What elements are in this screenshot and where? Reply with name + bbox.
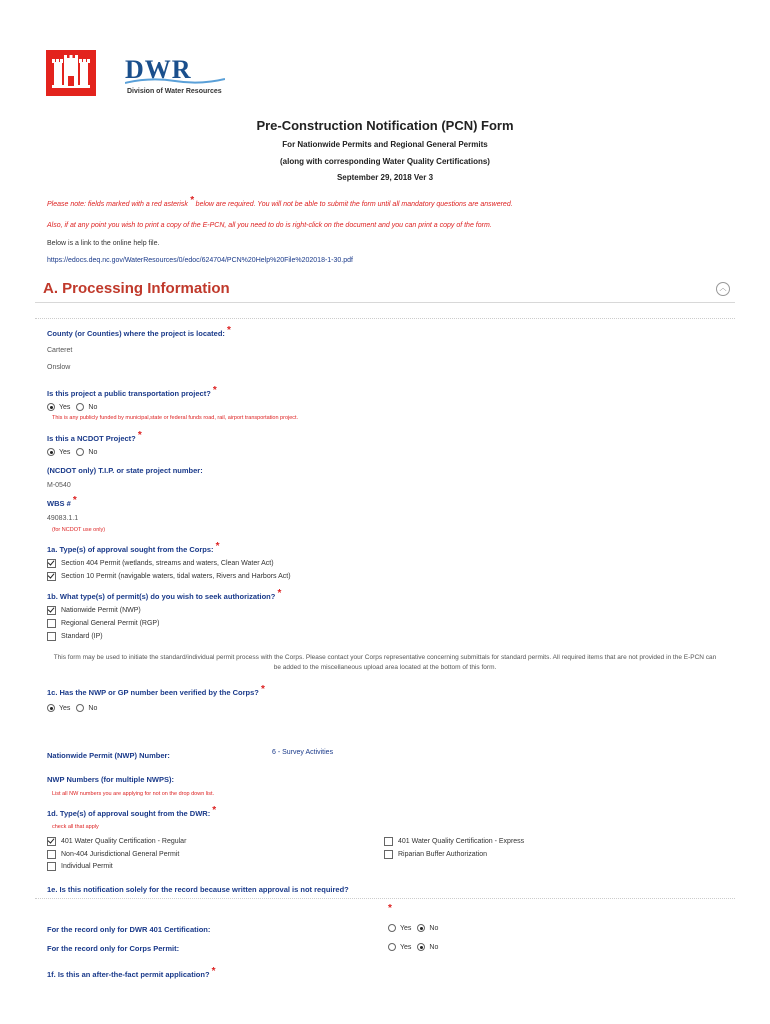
checkbox-icon[interactable] xyxy=(47,862,56,871)
q1e-label: 1e. Is this notification solely for the record because written approval is not required? xyxy=(47,885,349,894)
q1d-option-non404[interactable]: Non-404 Jurisdictional General Permit xyxy=(47,850,179,859)
asterisk-icon: * xyxy=(388,903,392,914)
county-value-1: Carteret xyxy=(47,347,73,354)
yes-label: Yes xyxy=(400,924,412,932)
q1c-radios xyxy=(47,704,97,712)
q1b-option-rgp[interactable]: Regional General Permit (RGP) xyxy=(47,619,159,628)
nwps-label: NWP Numbers (for multiple NWPS): xyxy=(47,775,174,784)
checkbox-icon[interactable] xyxy=(47,606,56,615)
q1f-label: 1f. Is this an after-the-fact permit application? * xyxy=(47,966,216,979)
public-transport-no-radio[interactable] xyxy=(76,403,84,411)
q1c-no-radio[interactable] xyxy=(76,704,84,712)
q1e-dwr-yes-radio[interactable] xyxy=(388,924,396,932)
yes-label: Yes xyxy=(59,403,71,411)
q1e-dwr-label: For the record only for DWR 401 Certification: xyxy=(47,925,211,934)
section-title: A. Processing Information xyxy=(43,280,230,297)
checkbox-icon[interactable] xyxy=(47,572,56,581)
public-transport-radios xyxy=(47,403,97,411)
checkbox-icon[interactable] xyxy=(47,837,56,846)
help-link[interactable]: https://edocs.deq.nc.gov/WaterResources/0/edoc/624704/PCN%20Help%20File%202018-1-30.pdf xyxy=(47,257,353,264)
checkbox-icon[interactable] xyxy=(384,837,393,846)
ncdot-radios xyxy=(47,448,97,456)
q1c-yes-radio[interactable] xyxy=(47,704,55,712)
q1d-help: check all that apply xyxy=(52,824,99,830)
no-label: No xyxy=(88,448,98,456)
q1e-dwr-no-radio[interactable] xyxy=(417,924,425,932)
yes-label: Yes xyxy=(400,943,412,951)
ncdot-no-radio[interactable] xyxy=(76,448,84,456)
q1d-option-individual[interactable]: Individual Permit xyxy=(47,862,113,871)
dwr-logo xyxy=(125,55,225,97)
q1e-corps-label: For the record only for Corps Permit: xyxy=(47,944,180,953)
q1d-option-401-express[interactable]: 401 Water Quality Certification - Express xyxy=(384,837,524,846)
page-subtitle-2: (along with corresponding Water Quality Certifications) xyxy=(280,157,490,166)
no-label: No xyxy=(429,943,439,951)
checkbox-icon[interactable] xyxy=(384,850,393,859)
page-subtitle: For Nationwide Permits and Regional General Permits xyxy=(282,140,488,149)
nwps-help: List all NW numbers you are applying for not on the drop down list. xyxy=(52,791,215,797)
required-note-tail: below are required. You will not be able to submit the form until all mandatory questions are answered. xyxy=(195,201,513,208)
checkbox-icon[interactable] xyxy=(47,850,56,859)
no-label: No xyxy=(88,704,98,712)
divider xyxy=(35,318,735,319)
asterisk-icon: * xyxy=(189,195,194,206)
county-value-2: Onslow xyxy=(47,364,71,371)
wbs-help: (for NCDOT use only) xyxy=(52,527,106,533)
q1b-option-standard[interactable]: Standard (IP) xyxy=(47,632,103,641)
wave-icon xyxy=(125,77,225,85)
q1e-corps-no-radio[interactable] xyxy=(417,943,425,951)
print-note: Also, if at any point you wish to print a copy of the E-PCN, all you need to do is right-click on the document and you can print a copy of the form. xyxy=(47,222,492,229)
required-note-text: Please note: fields marked with a red asterisk xyxy=(47,201,188,208)
q1e-dwr-radios xyxy=(388,924,438,932)
no-label: No xyxy=(88,403,98,411)
dwr-logo-text: DWR xyxy=(125,55,192,84)
page-title: Pre-Construction Notification (PCN) Form xyxy=(256,118,514,133)
yes-label: Yes xyxy=(59,448,71,456)
help-intro: Below is a link to the online help file. xyxy=(47,240,160,247)
section-header xyxy=(35,280,735,303)
standard-permit-info: This form may be used to initiate the standard/individual permit process with the Corps. Please contact your Corps representative concerning submittals for standard permits. All required items that are not provided in the E-PCN can be added to the miscellaneous upload area located at the bottom of this form. xyxy=(53,654,717,671)
checkbox-icon[interactable] xyxy=(47,559,56,568)
q1b-label: 1b. What type(s) of permit(s) do you wish to seek authorization? * xyxy=(47,588,282,601)
ncdot-yes-radio[interactable] xyxy=(47,448,55,456)
tip-label: (NCDOT only) T.I.P. or state project number: xyxy=(47,466,203,475)
public-transport-help: This is any publicly funded by municipal,state or federal funds road, rail, airport transportation project. xyxy=(52,415,299,421)
nwp-value: 6 - Survey Activities xyxy=(272,749,334,756)
yes-label: Yes xyxy=(59,704,71,712)
tip-value: M-0540 xyxy=(47,482,71,489)
q1d-option-riparian[interactable]: Riparian Buffer Authorization xyxy=(384,850,487,859)
q1b-option-nwp[interactable]: Nationwide Permit (NWP) xyxy=(47,606,141,615)
q1e-corps-radios xyxy=(388,943,438,951)
q1e-corps-yes-radio[interactable] xyxy=(388,943,396,951)
ncdot-label: Is this a NCDOT Project? * xyxy=(47,430,142,443)
q1d-label: 1d. Type(s) of approval sought from the DWR: * xyxy=(47,805,217,818)
divider xyxy=(35,898,735,899)
nwp-label: Nationwide Permit (NWP) Number: xyxy=(47,751,170,760)
usace-logo xyxy=(46,50,96,96)
q1a-label: 1a. Type(s) of approval sought from the Corps: * xyxy=(47,541,220,554)
q1a-option-404[interactable]: Section 404 Permit (wetlands, streams and waters, Clean Water Act) xyxy=(47,559,274,568)
public-transport-label: Is this project a public transportation project? * xyxy=(47,385,217,398)
county-label: County (or Counties) where the project is located: * xyxy=(47,325,231,338)
no-label: No xyxy=(429,924,439,932)
q1a-option-10[interactable]: Section 10 Permit (navigable waters, tidal waters, Rivers and Harbors Act) xyxy=(47,572,291,581)
q1d-option-401-regular[interactable]: 401 Water Quality Certification - Regular xyxy=(47,837,186,846)
checkbox-icon[interactable] xyxy=(47,632,56,641)
public-transport-yes-radio[interactable] xyxy=(47,403,55,411)
q1c-label: 1c. Has the NWP or GP number been verified by the Corps? * xyxy=(47,684,265,697)
page-date: September 29, 2018 Ver 3 xyxy=(336,173,434,182)
wbs-value: 49083.1.1 xyxy=(47,515,79,522)
checkbox-icon[interactable] xyxy=(47,619,56,628)
dwr-logo-subtitle: Division of Water Resources xyxy=(127,88,222,95)
wbs-label: WBS # * xyxy=(47,495,77,508)
chevron-up-icon[interactable]: ︿ xyxy=(716,282,730,296)
required-note xyxy=(47,195,513,209)
